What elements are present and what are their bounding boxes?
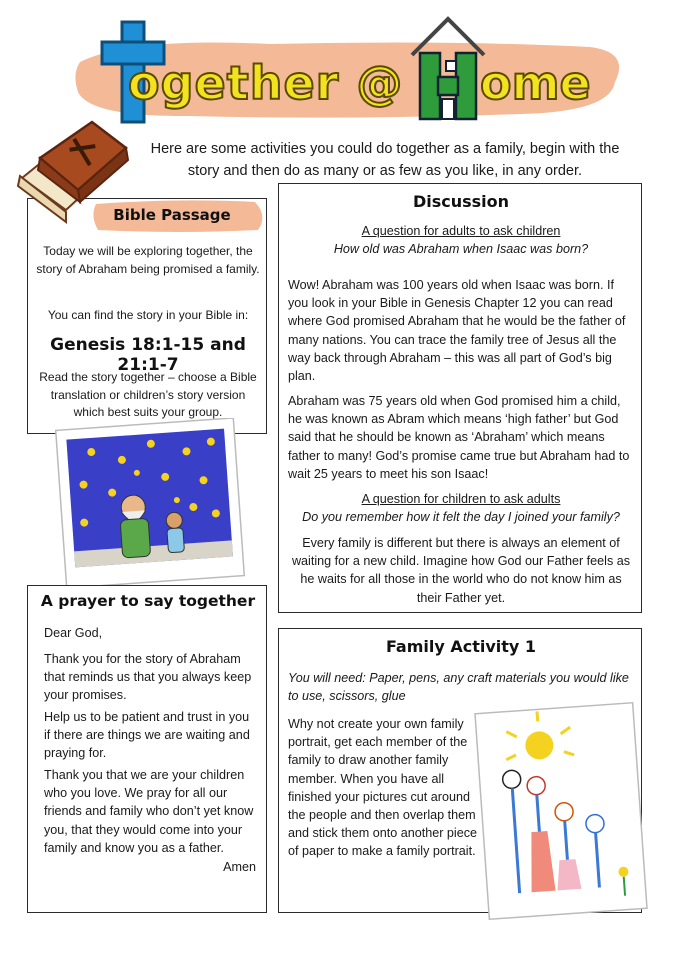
discussion-p3: Every family is different but there is always an element of waiting for a new child. Imagine how God our Father feels as he waits for all those in the world who do not know him as their Father yet. — [291, 536, 631, 605]
discussion-heading: Discussion — [412, 192, 510, 211]
discussion-q2-label: A question for children to ask adults — [361, 492, 561, 506]
bible-find-text: You can find the story in your Bible in: — [47, 308, 249, 322]
intro-text: Here are some activities you could do together as a family, begin with the story and then do as many or as few as you like, in any order. — [150, 141, 620, 179]
bible-instructions: Read the story together – choose a Bible translation or children’s story version which best suits your group. — [39, 370, 257, 419]
activity-text: Why not create your own family portrait, get each member of the family to draw another family member. When you have all finished your pictures cut around the people and then overlap them and stick them onto another piece of paper to make a family portrait. — [288, 717, 478, 859]
title-part-ome: ome — [480, 56, 591, 110]
bible-book-icon — [14, 118, 132, 230]
activity-need: You will need: Paper, pens, any craft materials you would like to use, scissors, glue — [288, 671, 629, 704]
discussion-p1: Wow! Abraham was 100 years old when Isaac was born. If you look in your Bible in Genesis Chapter 12 you can read where God promised Abraham that he would be the father of many nations. You can trace the family tree of Jesus all the way back through Abraham – this was all part of God’s big plan. — [288, 278, 626, 384]
prayer-box — [27, 585, 267, 913]
house-h-icon — [408, 15, 488, 123]
discussion-p2: Abraham was 75 years old when God promised him a child, he was known as Abram which means ‘high father’ but God said that he should be known as ‘Abraham’ which means father to many! God’s promise came true but Abraham had to wait 25 years to meet his son Isaac! — [288, 394, 630, 481]
discussion-q1: How old was Abraham when Isaac was born? — [333, 242, 589, 256]
discussion-q2: Do you remember how it felt the day I joined your family? — [302, 510, 620, 524]
bible-passage-heading: Bible Passage — [113, 206, 231, 224]
discussion-q1-label: A question for adults to ask children — [361, 224, 561, 238]
bible-intro: Today we will be exploring together, the story of Abraham being promised a family. — [36, 244, 260, 276]
prayer-line-1: Dear God, — [44, 626, 103, 640]
discussion-box — [278, 183, 642, 613]
prayer-line-3: Help us to be patient and trust in you if there are things we are waiting and praying for. — [44, 710, 250, 761]
prayer-line-2: Thank you for the story of Abraham that reminds us that you always keep your promises. — [44, 652, 252, 703]
family-portrait-picture — [474, 700, 649, 922]
prayer-heading: A prayer to say together — [40, 592, 256, 610]
activity-heading: Family Activity 1 — [385, 637, 537, 656]
abraham-stars-picture — [55, 418, 245, 588]
bible-reference: Genesis 18:1-15 and 21:1-7 — [50, 335, 246, 375]
title-part-ogether: ogether @ — [128, 56, 404, 110]
prayer-amen: Amen — [223, 860, 256, 874]
prayer-line-4: Thank you that we are your children who you love. We pray for all our friends and family who don’t yet know you, that they would come into your family and know you as a father. — [44, 768, 254, 855]
